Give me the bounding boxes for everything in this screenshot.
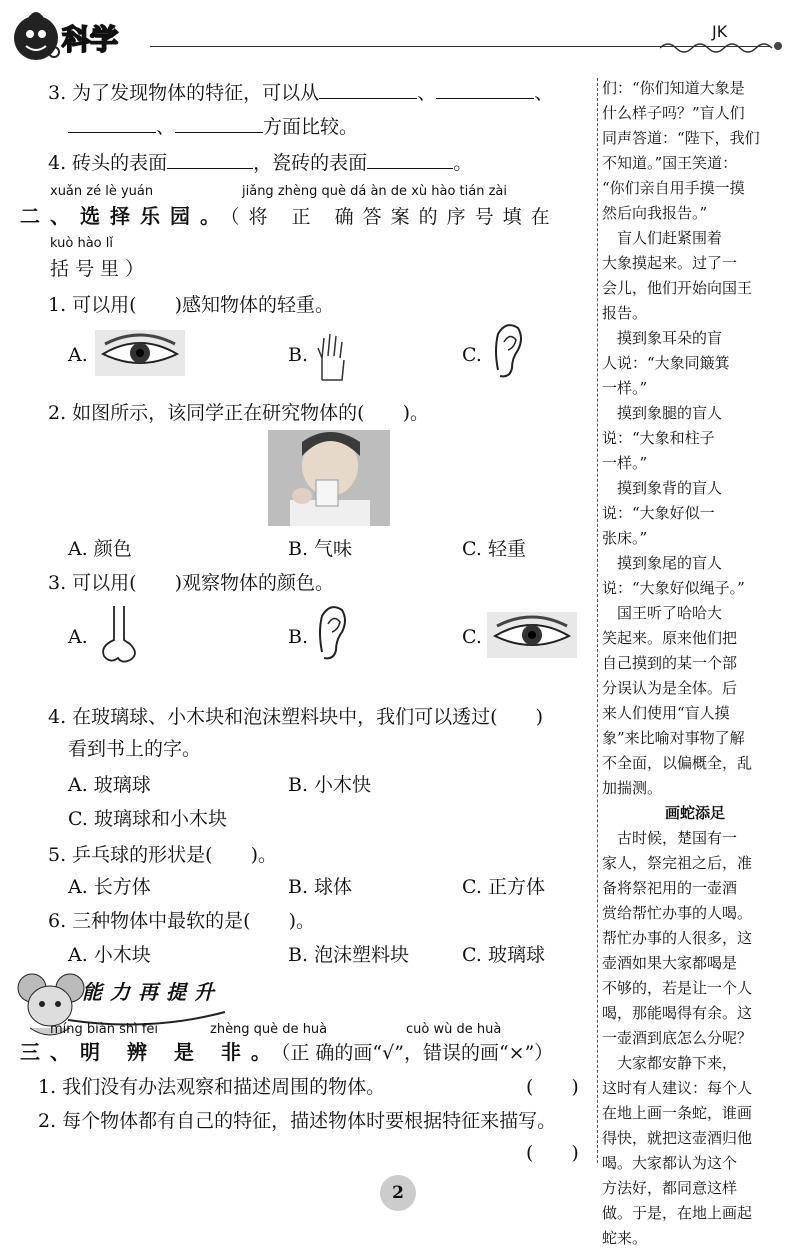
story-line: 帮忙办事的人很多，这 bbox=[602, 929, 753, 947]
story-line: “你们亲自用手摸一摸 bbox=[602, 179, 745, 197]
answer-blank[interactable] bbox=[319, 80, 417, 99]
story-line: 不全面，以偏概全，乱 bbox=[602, 754, 753, 772]
option-a[interactable]: A. 颜色 bbox=[68, 538, 132, 560]
judge-q2: 2. 每个物体都有自己的特征，描述物体时要根据特征来描写。 bbox=[38, 1110, 557, 1132]
story-line: 来人们使用“盲人摸 bbox=[602, 704, 730, 722]
option-b[interactable]: B. bbox=[288, 626, 309, 648]
page-number: 2 bbox=[380, 1175, 416, 1211]
fill-q3-cont: 、 方面比较。 bbox=[68, 112, 358, 142]
ear-icon bbox=[314, 602, 350, 664]
option-b[interactable]: B. 气味 bbox=[288, 538, 353, 560]
story-line: 这时有人建议：每个人 bbox=[602, 1079, 753, 1097]
story-line: 不知道。”国王笑道： bbox=[602, 154, 738, 172]
nose-icon bbox=[96, 604, 142, 666]
question-6: 6. 三种物体中最软的是( )。 bbox=[48, 910, 315, 932]
pinyin: xuǎn zé lè yuán bbox=[50, 184, 154, 199]
story-line: 说：“大象好似一 bbox=[602, 504, 715, 522]
story-line: 国王听了哈哈大 bbox=[602, 604, 723, 622]
story-line: 不够的，若是让一个人 bbox=[602, 979, 753, 997]
story-line: 说：“大象和柱子 bbox=[602, 429, 715, 447]
section2-instruction: 括号里） bbox=[50, 258, 151, 280]
eye-icon bbox=[487, 612, 577, 658]
story-line: 摸到象尾的盲人 bbox=[602, 554, 723, 572]
section2-heading: 二、选择乐园。（将 正 确答案的序号填在 bbox=[20, 204, 559, 228]
story-line: 自己摸到的某一个部 bbox=[602, 654, 738, 672]
story-line: 一样。” bbox=[602, 454, 648, 472]
option-c[interactable]: C. 轻重 bbox=[462, 538, 526, 560]
option-b[interactable]: B. 小木快 bbox=[288, 774, 372, 796]
question-3: 3. 可以用( )观察物体的颜色。 bbox=[48, 572, 334, 594]
story-blind-men-elephant bbox=[602, 76, 788, 801]
column-divider bbox=[597, 78, 598, 1163]
story-line: 蛇来。 bbox=[602, 1229, 648, 1247]
option-c[interactable]: C. 玻璃球和小木块 bbox=[68, 808, 227, 830]
option-c[interactable]: C. bbox=[462, 344, 482, 366]
question-5: 5. 乒乓球的形状是( )。 bbox=[48, 844, 277, 866]
option-a[interactable]: A. bbox=[68, 626, 88, 648]
story-line: 壶酒如果大家都喝是 bbox=[602, 954, 738, 972]
answer-blank[interactable] bbox=[68, 114, 156, 133]
story-line: 人说：“大象同簸箕 bbox=[602, 354, 730, 372]
option-c[interactable]: C. bbox=[462, 626, 482, 648]
ear-icon bbox=[490, 320, 526, 382]
option-c[interactable]: C. 玻璃球 bbox=[462, 944, 545, 966]
story-line: 得快，就把这壶酒归他 bbox=[602, 1129, 753, 1147]
story-line: 笑起来。原来他们把 bbox=[602, 629, 738, 647]
fill-q4: 4. 砖头的表面 ，瓷砖的表面 。 bbox=[48, 152, 473, 174]
answer-blank[interactable] bbox=[167, 150, 253, 169]
option-a[interactable]: A. 玻璃球 bbox=[68, 774, 151, 796]
answer-blank[interactable] bbox=[367, 150, 453, 169]
story-line: 摸到象背的盲人 bbox=[602, 479, 723, 497]
story-line: 在地上画一条蛇，谁画 bbox=[602, 1104, 753, 1122]
fill-q3: 3. 为了发现物体的特征，可以从 、 、 bbox=[48, 82, 554, 104]
story-line: 象”来比喻对事物了解 bbox=[602, 729, 745, 747]
story-line: 会儿，他们开始向国王 bbox=[602, 279, 753, 297]
answer-paren[interactable]: ( ) bbox=[526, 1076, 579, 1098]
mascot-icon bbox=[14, 16, 58, 60]
option-b[interactable]: B. bbox=[288, 344, 309, 366]
pinyin: míng biàn shì fēi bbox=[50, 1022, 159, 1037]
story-line: 备将祭祀用的一壶酒 bbox=[602, 879, 738, 897]
story-line: 加揣测。 bbox=[602, 779, 663, 797]
story-line: 一样。” bbox=[602, 379, 648, 397]
question-4-cont: 看到书上的字。 bbox=[68, 738, 202, 760]
story-line: 说：“大象好似绳子。” bbox=[602, 579, 745, 597]
section-banner: 能力再提升 bbox=[82, 980, 222, 1004]
story-line: 张床。” bbox=[602, 529, 648, 547]
option-b[interactable]: B. 球体 bbox=[288, 876, 353, 898]
story-title: 画蛇添足 bbox=[664, 804, 725, 822]
story-line: 摸到象腿的盲人 bbox=[602, 404, 723, 422]
wave-decoration bbox=[660, 40, 790, 56]
judge-q1: 1. 我们没有办法观察和描述周围的物体。 bbox=[38, 1076, 386, 1098]
series-code: JK bbox=[712, 22, 728, 41]
story-line: 大家都安静下来， bbox=[602, 1054, 738, 1072]
pinyin: jiǎng zhèng què dá àn de xù hào tián zài bbox=[242, 184, 507, 199]
story-line: 方法好，都同意这样 bbox=[602, 1179, 738, 1197]
hand-icon bbox=[312, 330, 352, 382]
option-a[interactable]: A. 小木块 bbox=[68, 944, 151, 966]
pinyin: kuò hào lǐ bbox=[50, 236, 113, 251]
option-a[interactable]: A. bbox=[68, 344, 88, 366]
option-c[interactable]: C. 正方体 bbox=[462, 876, 545, 898]
story-line: 喝。大家都认为这个 bbox=[602, 1154, 738, 1172]
child-smelling-photo bbox=[268, 430, 390, 526]
answer-paren[interactable]: ( ) bbox=[526, 1142, 579, 1164]
question-1: 1. 可以用( )感知物体的轻重。 bbox=[48, 294, 334, 316]
subject-title: 科学 bbox=[62, 23, 119, 56]
story-line: 喝，那能喝得有余。这 bbox=[602, 1004, 753, 1022]
story-line: 摸到象耳朵的盲 bbox=[602, 329, 723, 347]
section3-heading: 三、明 辨 是 非。（正 确的画“√”，错误的画“×”） bbox=[20, 1040, 554, 1064]
sidebar-story bbox=[602, 76, 788, 1251]
eye-icon bbox=[95, 330, 185, 376]
pinyin: zhèng què de huà bbox=[210, 1022, 328, 1037]
story-line: 古时候，楚国有一 bbox=[602, 829, 738, 847]
story-line: 赏给帮忙办事的人喝。 bbox=[602, 904, 753, 922]
story-line: 做。于是，在地上画起 bbox=[602, 1204, 753, 1222]
story-line: 报告。 bbox=[602, 304, 648, 322]
answer-blank[interactable] bbox=[436, 80, 534, 99]
story-line: 盲人们赶紧围着 bbox=[602, 229, 723, 247]
story-line: 们：“你们知道大象是 bbox=[602, 79, 745, 97]
story-line: 家人，祭完祖之后，准 bbox=[602, 854, 753, 872]
answer-blank[interactable] bbox=[175, 114, 263, 133]
question-2: 2. 如图所示，该同学正在研究物体的( )。 bbox=[48, 402, 429, 424]
story-line: 同声答道：“陛下，我们 bbox=[602, 129, 760, 147]
question-4: 4. 在玻璃球、小木块和泡沫塑料块中，我们可以透过( ) bbox=[48, 706, 543, 728]
story-line: 分误认为是全体。后 bbox=[602, 679, 738, 697]
story-snake-feet bbox=[602, 826, 788, 1251]
story-line: 然后向我报告。” bbox=[602, 204, 708, 222]
pinyin: cuò wù de huà bbox=[406, 1022, 502, 1037]
story-line: 什么样子吗？”盲人们 bbox=[602, 104, 745, 122]
section-title: 三、明 辨 是 非。 bbox=[20, 1040, 281, 1064]
story-line: 大象摸起来。过了一 bbox=[602, 254, 738, 272]
story-line: 一壶酒到底怎么分呢？ bbox=[602, 1029, 753, 1047]
section-title: 二、选择乐园。 bbox=[20, 204, 230, 228]
option-b[interactable]: B. 泡沫塑料块 bbox=[288, 944, 410, 966]
option-a[interactable]: A. 长方体 bbox=[68, 876, 151, 898]
